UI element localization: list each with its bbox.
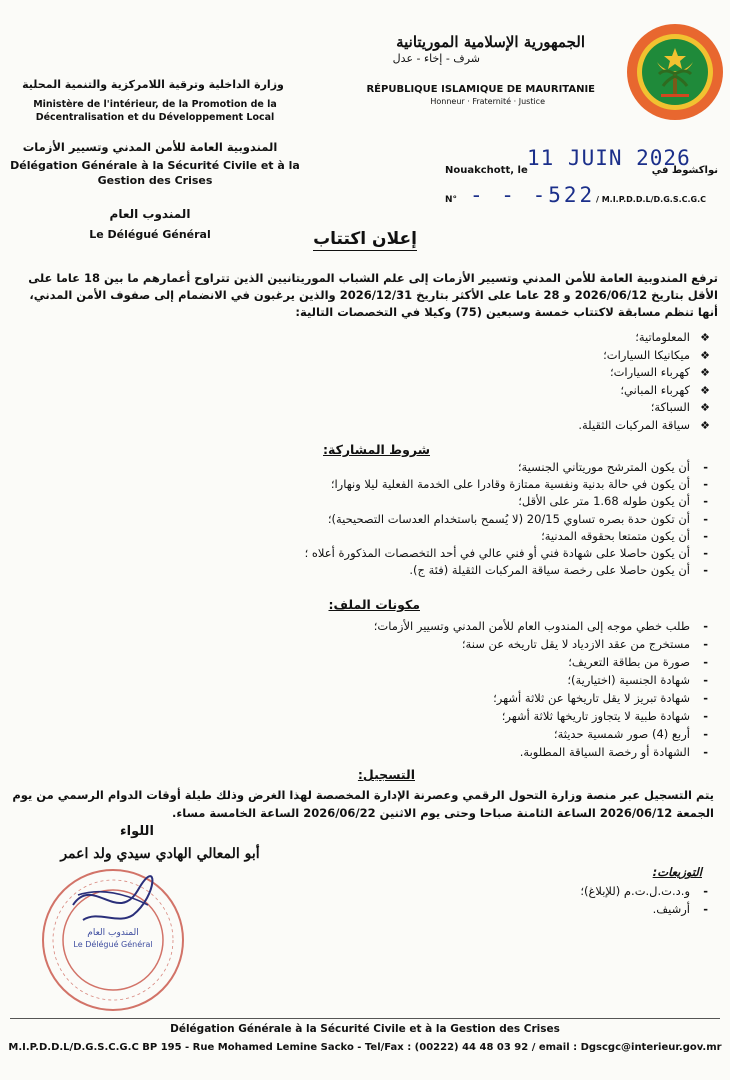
list-item: ❖ كهرباء السيارات؛ bbox=[310, 364, 710, 382]
list-item: ❖ كهرباء المباني؛ bbox=[310, 382, 710, 400]
official-stamp-icon bbox=[38, 865, 188, 1015]
list-item: ❖ سياقة المركبات الثقيلة. bbox=[310, 417, 710, 435]
footer-title: Délégation Générale à la Sécurité Civile et à la Gestion des Crises bbox=[170, 1023, 560, 1035]
signatory-name: أبو المعالي الهادي سيدي ولد اعمر bbox=[60, 846, 260, 862]
signatory-rank: اللواء bbox=[120, 824, 154, 839]
stamp-inner-ar: المندوب العام bbox=[87, 928, 139, 938]
national-emblem-icon bbox=[625, 22, 725, 122]
list-item: - طلب خطي موجه إلى المندوب العام للأمن المدني وتسيير الأزمات؛ bbox=[150, 617, 710, 635]
registration-paragraph: يتم التسجيل عبر منصة وزارة التحول الرقمي وعصرنة الإدارة المخصصة لهذا الغرض وذلك طيلة أوقات الدوام الرسمي من يوم الجمعة 2026/06/12 الساعة الثامنة صباحا وحتى يوم الاثنين 2026/06/22 الساعة الخامسة مساء. bbox=[12, 788, 714, 820]
list-item: - أربع (4) صور شمسية حديثة؛ bbox=[150, 725, 710, 743]
list-item: - شهادة طبية لا يتجاوز تاريخها ثلاثة أشهر؛ bbox=[150, 707, 710, 725]
list-item: - و.د.ت.ل.ت.م (للإبلاغ)؛ bbox=[510, 882, 710, 900]
list-item: - أن يكون حاصلا على شهادة فني أو فني عالي في أحد التخصصات المذكورة أعلاه ؛ bbox=[150, 545, 710, 562]
reference-code: / M.I.P.D.D.L/D.G.S.C.G.C bbox=[596, 195, 707, 204]
list-item: - صورة من بطاقة التعريف؛ bbox=[150, 653, 710, 671]
list-item: - أن تكون حدة بصره تساوي 20/15 (لا يُسمح باستخدام العدسات التصحيحية)؛ bbox=[150, 511, 710, 528]
list-item: ❖ ميكانيكا السيارات؛ bbox=[310, 347, 710, 365]
chief-title-fr: Le Délégué Général bbox=[89, 228, 211, 241]
dossier-heading: مكونات الملف: bbox=[328, 597, 420, 612]
chief-title-ar: المندوب العام bbox=[109, 207, 191, 221]
distribution-heading: التوزيعات: bbox=[652, 865, 702, 879]
date-label-fr: Nouakchott, le bbox=[445, 165, 528, 176]
delegation-name-ar: المندوبية العامة للأمن المدني وتسيير الأزمات bbox=[22, 140, 278, 154]
motto-ar: شرف - إخاء - عدل bbox=[392, 52, 480, 65]
list-item: - أن يكون في حالة بدنية ونفسية ممتازة وقادرا على الخدمة الفعلية ليلا ونهارا؛ bbox=[150, 476, 710, 493]
delegation-name-fr: Délégation Générale à la Sécurité Civile et à la Gestion des Crises bbox=[10, 159, 300, 187]
republic-name-ar: الجمهورية الإسلامية الموريتانية bbox=[396, 33, 585, 51]
stamp-inner-fr: Le Délégué Général bbox=[73, 940, 153, 949]
list-item: - أن يكون المترشح موريتاني الجنسية؛ bbox=[150, 459, 710, 476]
list-item: - شهادة الجنسية (اختيارية)؛ bbox=[150, 671, 710, 689]
dossier-list bbox=[150, 617, 710, 761]
handwritten-date: 11 JUIN 2026 bbox=[527, 146, 691, 170]
date-label-ar: نواكشوط في bbox=[651, 165, 718, 176]
motto-fr: Honneur · Fraternité · Justice bbox=[430, 97, 545, 106]
intro-paragraph: ترفع المندوبية العامة للأمن المدني وتسيير الأزمات إلى علم الشباب الموريتانيين الذين تتراوح أعمارهم ما بين 18 عاما على الأقل بتاريخ 2026/06/12 و 28 عاما على الأكثر بتاريخ 2026/12/31 والذين يرغبون في الانضمام إلى صفوف الأمن المدني، أنها تنظم مسابقة لاكتتاب خمسة وسبعين (75) وكيلا في التخصصات التالية: bbox=[28, 271, 718, 319]
list-item: - أن يكون طوله 1.68 متر على الأقل؛ bbox=[150, 493, 710, 510]
handwritten-number: - - -522 bbox=[470, 183, 596, 207]
republic-name-fr: RÉPUBLIQUE ISLAMIQUE DE MAURITANIE bbox=[366, 84, 595, 95]
ministry-name-ar: وزارة الداخلية وترقية اللامركزية والتنمية المحلية bbox=[22, 78, 284, 91]
conditions-list bbox=[150, 459, 710, 579]
footer-contact: M.I.P.D.D.L/D.G.S.C.G.C BP 195 - Rue Mohamed Lemine Sacko - Tel/Fax : (00222) 44 48 03 92 / email : Dgscgc@interieur.gov.mr bbox=[8, 1042, 722, 1053]
list-item: - الشهادة أو رخصة السياقة المطلوبة. bbox=[150, 743, 710, 761]
list-item: - أن يكون حاصلا على رخصة سياقة المركبات الثقيلة (فئة ج). bbox=[150, 562, 710, 579]
footer-divider bbox=[10, 1018, 720, 1019]
list-item: ❖ المعلوماتية؛ bbox=[310, 329, 710, 347]
list-item: - مستخرج من عقد الازدياد لا يقل تاريخه عن سنة؛ bbox=[150, 635, 710, 653]
number-label: N° bbox=[445, 195, 458, 205]
list-item: - أرشيف. bbox=[510, 900, 710, 918]
list-item: - شهادة تبريز لا يقل تاريخها عن ثلاثة أشهر؛ bbox=[150, 689, 710, 707]
list-item: ❖ السباكة؛ bbox=[310, 399, 710, 417]
list-item: - أن يكون متمتعا بحقوقه المدنية؛ bbox=[150, 528, 710, 545]
distribution-list bbox=[510, 882, 710, 918]
registration-heading: التسجيل: bbox=[357, 767, 415, 782]
ministry-name-fr: Ministère de l'intérieur, de la Promotion de la Décentralisation et du Développement Local bbox=[33, 99, 277, 123]
signature-stroke bbox=[78, 892, 148, 905]
conditions-heading: شروط المشاركة: bbox=[323, 442, 430, 457]
specialties-list bbox=[310, 329, 710, 434]
document-title: إعلان اكتتاب bbox=[313, 229, 417, 249]
